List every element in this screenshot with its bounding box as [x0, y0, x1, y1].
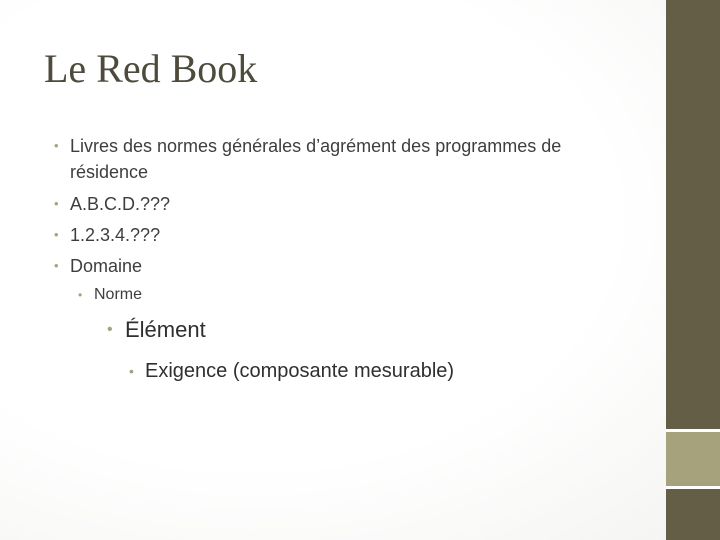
bullet-marker: •	[78, 288, 83, 302]
bullet-marker: •	[54, 227, 59, 242]
slide-title: Le Red Book	[44, 46, 258, 91]
side-accent-block	[666, 432, 720, 486]
bullet-text-line1: Livres des normes générales d’agrément des programmes de	[70, 136, 562, 156]
bullet-marker: •	[107, 321, 113, 338]
bullet-text: Élément	[125, 317, 206, 342]
bullet-marker: •	[54, 138, 59, 153]
bullet-text: 1.2.3.4.???	[70, 225, 161, 245]
bullet-text: Norme	[94, 286, 143, 303]
side-divider-bottom	[666, 486, 720, 489]
bullet-item-domaine	[54, 253, 143, 279]
bullet-marker: •	[54, 258, 59, 273]
bullet-text: Domaine	[70, 256, 143, 276]
bullet-text: A.B.C.D.???	[70, 194, 171, 214]
bullet-item-exigence	[129, 357, 455, 385]
bullet-item-abcd	[54, 191, 171, 217]
bullet-item-element	[107, 315, 206, 345]
bullet-item-livres	[54, 133, 562, 159]
bullet-item-livres-cont	[70, 159, 148, 185]
bullet-text-line2: résidence	[70, 162, 149, 182]
bullet-marker: •	[54, 196, 59, 211]
bullet-item-norme	[78, 284, 143, 306]
bullet-item-1234	[54, 222, 161, 248]
bullet-text: Exigence (composante mesurable)	[145, 360, 455, 382]
bullet-marker: •	[129, 363, 134, 379]
